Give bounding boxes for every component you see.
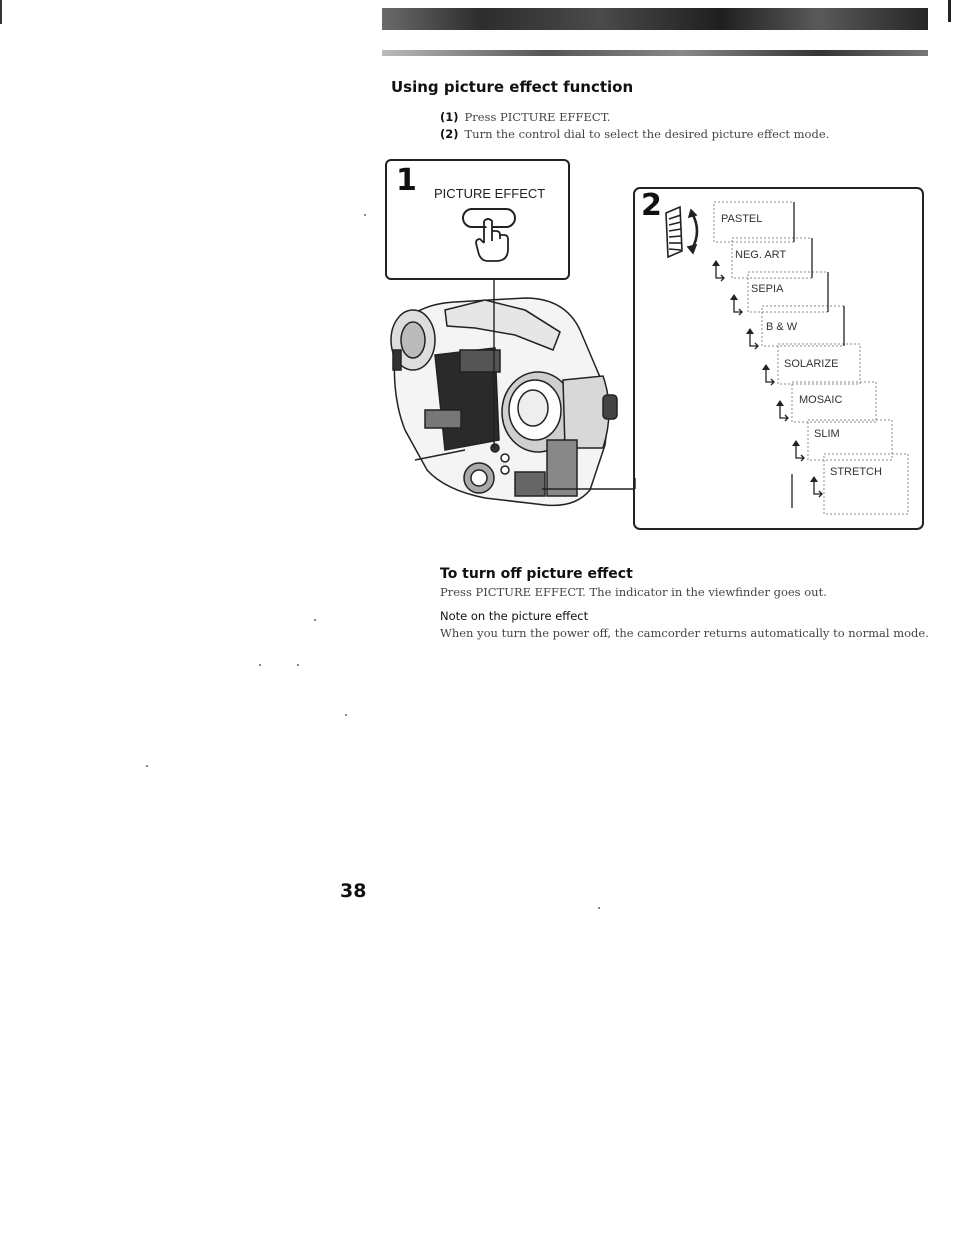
scan-speck <box>297 664 299 666</box>
callout-number-2: 2 <box>641 188 662 223</box>
scan-speck <box>345 714 347 716</box>
effect-slim: SLIM <box>814 428 840 440</box>
header-band <box>382 8 928 30</box>
page-edge-mark-right <box>948 0 951 22</box>
callout-leader-lines <box>480 278 640 493</box>
effect-solarize: SOLARIZE <box>784 358 839 370</box>
effect-pastel: PASTEL <box>721 213 763 225</box>
callout-number-1: 1 <box>396 163 417 198</box>
note-heading: Note on the picture effect <box>440 609 589 623</box>
picture-effect-label: PICTURE EFFECT <box>434 186 546 201</box>
step-2 <box>440 127 829 141</box>
scan-speck <box>146 765 148 767</box>
page-edge-mark <box>0 0 2 24</box>
scan-speck <box>259 664 261 666</box>
page-number: 38 <box>340 880 367 902</box>
scan-speck <box>598 907 600 909</box>
step-1-text: Press PICTURE EFFECT. <box>464 110 611 124</box>
control-dial-icon <box>660 203 708 261</box>
step-1 <box>440 110 610 124</box>
button-press-icon <box>460 205 520 265</box>
effect-mosaic: MOSAIC <box>799 394 843 406</box>
scan-speck <box>364 214 366 216</box>
turn-off-text: Press PICTURE EFFECT. The indicator in the viewfinder goes out. <box>440 585 827 599</box>
header-rule <box>382 50 928 56</box>
step-1-number: (1) <box>440 110 459 124</box>
step-2-number: (2) <box>440 127 459 141</box>
effect-neg-art: NEG. ART <box>735 249 787 261</box>
scan-speck <box>314 619 316 621</box>
section-title: Using picture effect function <box>391 78 634 96</box>
step-2-text: Turn the control dial to select the desired picture effect mode. <box>464 127 830 141</box>
effect-stretch: STRETCH <box>830 466 882 478</box>
turn-off-heading: To turn off picture effect <box>440 566 633 582</box>
note-text: When you turn the power off, the camcorder returns automatically to normal mode. <box>440 626 929 640</box>
effect-b-and-w: B & W <box>766 321 798 333</box>
effect-sepia: SEPIA <box>751 283 784 295</box>
